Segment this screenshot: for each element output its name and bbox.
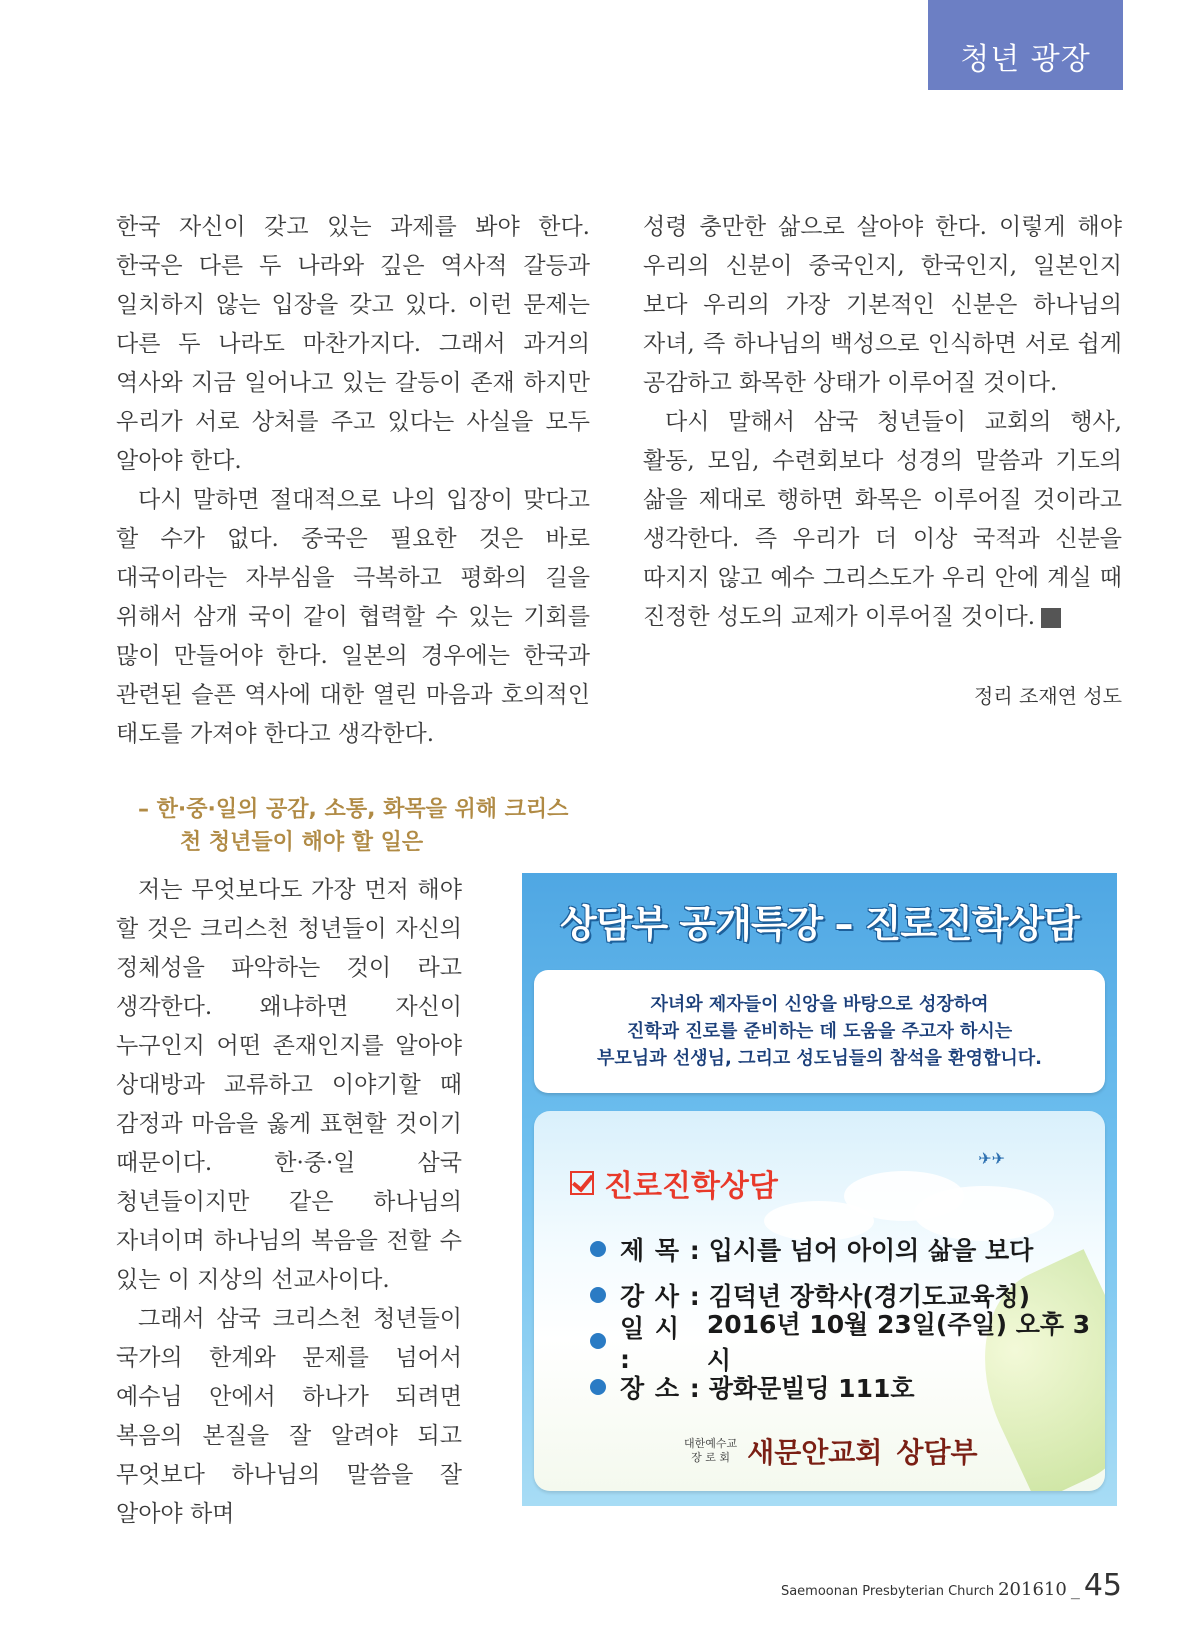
poster-organizer <box>684 1431 978 1471</box>
bullet-icon <box>590 1333 606 1349</box>
body-paragraph: 저는 무엇보다도 가장 먼저 해야 할 것은 크리스천 청년들이 자신의 정체성을 파악하는 것이 라고 생각한다. 왜냐하면 자신이 누구인지 어떤 존재인지를 알아야 상대방과 교류하고 이야기할 때 감정과 마음을 옳게 표현할 것이기 때문이다. 한·중·일 삼국 청년들이지만 같은 하나님의 자녀이며 하나님의 복음을 전할 수 있는 이 지상의 선교사이다. <box>116 877 462 1293</box>
event-detail-item <box>590 1226 1105 1272</box>
bullet-icon <box>590 1287 606 1303</box>
issue-date: 201610 <box>998 1579 1067 1600</box>
poster-detail-box <box>534 1111 1105 1491</box>
subheading <box>138 793 598 859</box>
bullet-icon <box>590 1241 606 1257</box>
denomination-line: 장 로 회 <box>691 1451 730 1464</box>
intro-line: 부모님과 선생님, 그리고 성도님들의 참석을 환영합니다. <box>597 1048 1042 1069</box>
body-paragraph: 한국 자신이 갖고 있는 과제를 봐야 한다. 한국은 다른 두 나라와 깊은 역사적 갈등과 일치하지 않는 입장을 갖고 있다. 이런 문제는 다른 두 나라도 마찬가지다. 그래서 과거의 역사와 지금 일어나고 있는 갈등이 존재 하지만 우리가 서로 상처를 주고 있다는 사실을 모두 알아야 한다. <box>116 214 590 474</box>
left-column-lower <box>116 871 462 1534</box>
section-tab: 청년 광장 <box>928 0 1123 90</box>
page-number: 45 <box>1083 1568 1122 1603</box>
body-paragraph: 다시 말하면 절대적으로 나의 입장이 맞다고 할 수가 없다. 중국은 필요한 것은 바로 대국이라는 자부심을 극복하고 평화의 길을 위해서 삼개 국이 같이 협력할 수 있는 기회를 많이 만들어야 한다. 일본의 경우에는 한국과 관련된 슬픈 역사에 대한 열린 마음과 호의적인 태도를 가져야 한다고 생각한다. <box>116 487 590 747</box>
poster-section-title <box>570 1161 778 1205</box>
detail-value: 김덕년 장학사(경기도교육청) <box>708 1282 1031 1311</box>
detail-value: 입시를 넘어 아이의 삶을 보다 <box>708 1236 1034 1265</box>
department-name: 상담부 <box>896 1436 978 1469</box>
left-column <box>116 208 590 754</box>
bullet-icon <box>590 1379 606 1395</box>
page-footer <box>781 1568 1122 1603</box>
right-column <box>643 208 1122 637</box>
detail-label: 제 목 : <box>620 1236 701 1265</box>
subheading-line: – 한·중·일의 공감, 소통, 화목을 위해 크리스 <box>138 797 569 822</box>
publication-name: Saemoonan Presbyterian Church <box>780 1584 995 1599</box>
denomination-label <box>684 1437 737 1465</box>
event-details-list <box>590 1226 1105 1410</box>
detail-value: 광화문빌딩 111호 <box>708 1374 915 1403</box>
end-mark-icon: 새 <box>1041 608 1061 628</box>
body-paragraph: 다시 말해서 삼국 청년들이 교회의 행사, 활동, 모임, 수련회보다 성경의 말씀과 기도의 삶을 제대로 행하면 화목은 이루어질 것이라고 생각한다. 즉 우리가 더 이상 국적과 신분을 따지지 않고 예수 그리스도가 우리 안에 계실 때 진정한 성도의 교제가 이루어질 것이다. 새 <box>643 409 1122 630</box>
church-logo-text: 새문안교회 <box>747 1436 883 1469</box>
footer-separator: _ <box>1070 1579 1080 1600</box>
body-paragraph: 성령 충만한 삶으로 살아야 한다. 이렇게 해야 우리의 신분이 중국인지, 한국인지, 일본인지 보다 우리의 가장 기본적인 신분은 하나님의 자녀, 즉 하나님의 백성으로 인식하면 서로 쉽게 공감하고 화목한 상태가 이루어질 것이다. <box>643 214 1122 396</box>
event-poster <box>522 873 1117 1506</box>
subheading-line: 천 청년들이 해야 할 일은 <box>180 830 424 855</box>
intro-line: 진학과 진로를 준비하는 데 도움을 주고자 하시는 <box>626 1021 1013 1042</box>
denomination-line: 대한예수교 <box>684 1437 738 1450</box>
event-detail-item <box>590 1310 1105 1375</box>
author-credit: 정리 조재연 성도 <box>974 684 1122 708</box>
detail-label: 강 사 : <box>620 1282 701 1311</box>
birds-icon: ✈✈ <box>978 1149 1005 1168</box>
detail-value: 2016년 10월 23일(주일) 오후 3시 <box>706 1310 1091 1375</box>
intro-line: 자녀와 제자들이 신앙을 바탕으로 성장하여 <box>650 994 989 1015</box>
poster-title: 상담부 공개특강 – 진로진학상담 <box>560 902 1079 946</box>
checkbox-icon <box>570 1171 594 1195</box>
poster-section-label: 진로진학상담 <box>604 1169 778 1204</box>
detail-label: 일 시 : <box>620 1313 681 1374</box>
detail-label: 장 소 : <box>620 1374 701 1403</box>
poster-intro-box <box>534 970 1105 1093</box>
body-paragraph: 그래서 삼국 크리스천 청년들이 국가의 한계와 문제를 넘어서 예수님 안에서 하나가 되려면 복음의 본질을 잘 알려야 되고 무엇보다 하나님의 말씀을 잘 알아야 하며 <box>116 1306 462 1527</box>
